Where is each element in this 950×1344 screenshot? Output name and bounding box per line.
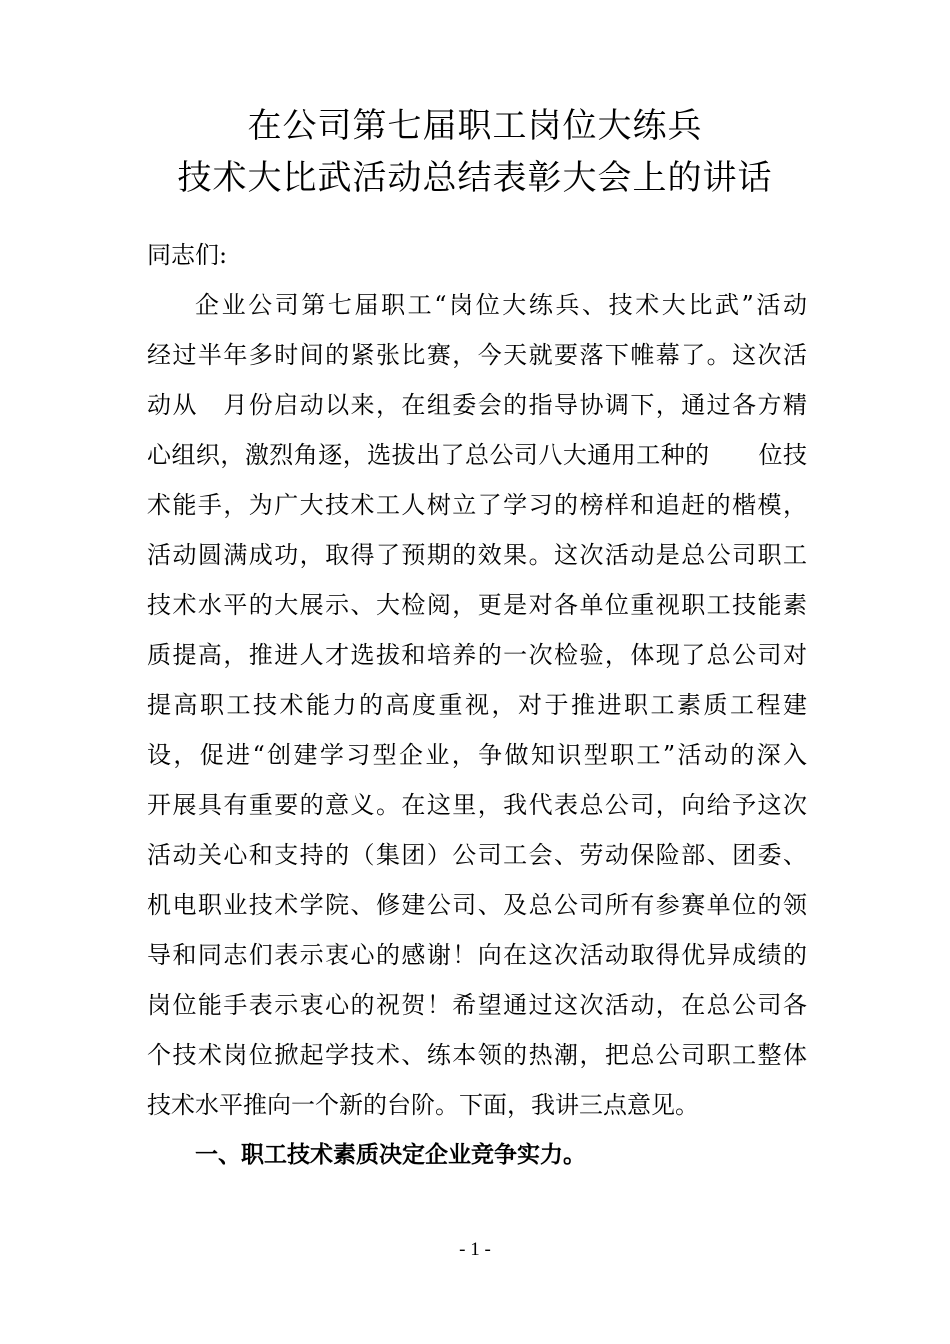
paragraph-line: 提高职工技术能力的高度重视，对于推进职工素质工程建 [147,691,807,719]
paragraph-line: 活动圆满成功，取得了预期的效果。这次活动是总公司职工 [147,541,807,569]
paragraph-line: 技术水平的大展示、大检阅，更是对各单位重视职工技能素 [147,591,807,619]
salutation: 同志们: [147,241,228,269]
paragraph-line: 岗位能手表示衷心的祝贺！希望通过这次活动，在总公司各 [147,991,807,1019]
paragraph-line: 动从 月份启动以来，在组委会的指导协调下，通过各方精 [147,391,807,419]
document-title-line-1: 在公司第七届职工岗位大练兵 [247,106,703,146]
paragraph-line: 活动关心和支持的（集团）公司工会、劳动保险部、团委、 [147,841,807,869]
paragraph-line: 导和同志们表示衷心的感谢！向在这次活动取得优异成绩的 [147,941,807,969]
paragraph-line: 经过半年多时间的紧张比赛，今天就要落下帷幕了。这次活 [147,341,807,369]
paragraph-line: 技术水平推向一个新的台阶。下面，我讲三点意见。 [147,1091,699,1119]
paragraph-line: 质提高，推进人才选拔和培养的一次检验，体现了总公司对 [147,641,807,669]
page-number: - 1 - [459,1239,491,1260]
paragraph-line: 个技术岗位掀起学技术、练本领的热潮，把总公司职工整体 [147,1041,807,1069]
document-title-line-2: 技术大比武活动总结表彰大会上的讲话 [177,158,773,198]
section-heading: 一、职工技术素质决定企业竞争实力。 [195,1142,586,1168]
paragraph-line: 术能手，为广大技术工人树立了学习的榜样和追赶的楷模， [147,491,807,519]
paragraph-line: 心组织，激烈角逐，选拔出了总公司八大通用工种的 位技 [147,441,807,469]
paragraph-line: 开展具有重要的意义。在这里，我代表总公司，向给予这次 [147,791,807,819]
paragraph-line: 企业公司第七届职工“岗位大练兵、技术大比武”活动 [195,291,807,319]
paragraph-line: 机电职业技术学院、修建公司、及总公司所有参赛单位的领 [147,891,807,919]
paragraph-line: 设，促进“创建学习型企业，争做知识型职工”活动的深入 [147,741,807,769]
